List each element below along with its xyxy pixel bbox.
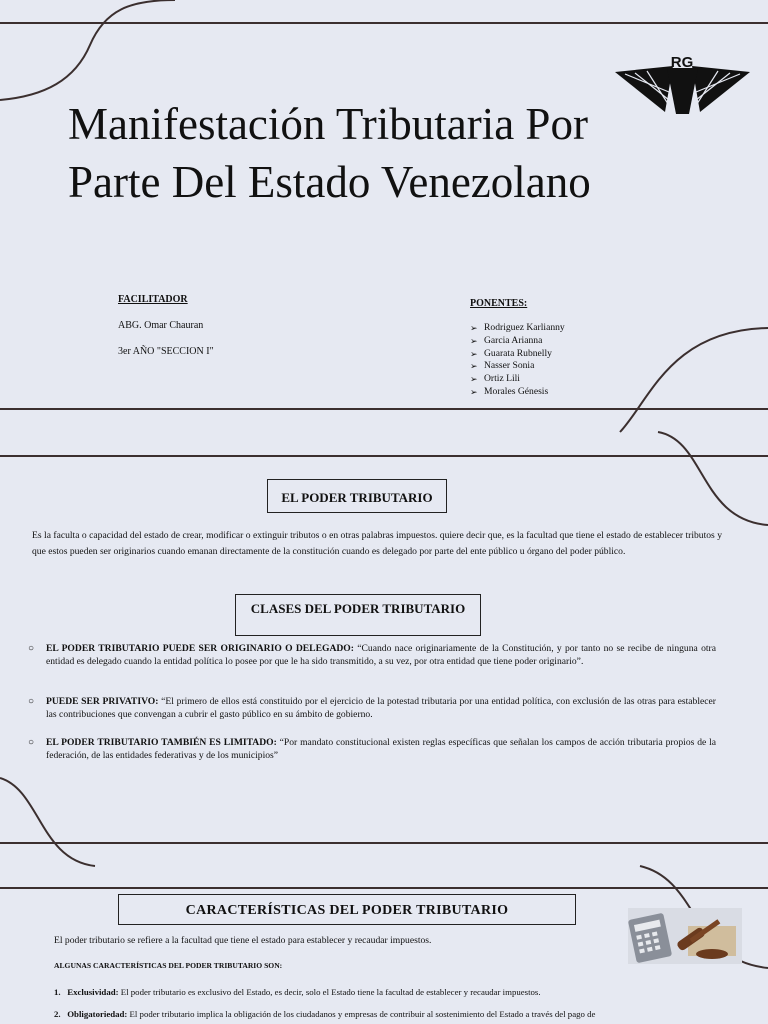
list-item (54, 986, 714, 998)
rule-slide1-bottom (0, 408, 768, 410)
clases-poder-box: CLASES DEL PODER TRIBUTARIO (235, 594, 481, 636)
item-bold: Obligatoriedad: (67, 1009, 128, 1019)
list-item: ➢ Guarata Rubnelly (470, 348, 565, 361)
seccion-label: 3er AÑO "SECCION I" (118, 346, 214, 357)
facilitador-heading: FACILITADOR (118, 294, 188, 305)
curve-top-left (0, 0, 175, 100)
circle-bullet-icon: ○ (28, 643, 35, 654)
bullet-bold: PUEDE SER PRIVATIVO: (46, 696, 159, 707)
bullet-bold: EL PODER TRIBUTARIO TAMBIÉN ES LIMITADO: (46, 737, 277, 748)
bullet-item (28, 695, 716, 721)
calculator-gavel-icon (628, 908, 742, 964)
ponentes-heading: PONENTES: (470, 298, 528, 309)
list-item: ➢ Nasser Sonia (470, 360, 565, 373)
item-text: El poder tributario implica la obligación de los ciudadanos y empresas de contribuir al sostenimiento del Estado a través del pago de (127, 1009, 596, 1019)
circle-bullet-icon: ○ (28, 737, 35, 748)
caracteristicas-box: CARACTERÍSTICAS DEL PODER TRIBUTARIO (118, 894, 576, 925)
list-item: ➢ Morales Génesis (470, 386, 565, 399)
list-item: ➢ Ortiz Lili (470, 373, 565, 386)
svg-text:RG: RG (670, 54, 694, 71)
bullet-bold: EL PODER TRIBUTARIO PUEDE SER ORIGINARIO O DELEGADO: (46, 643, 354, 654)
page-title (68, 95, 708, 211)
rule-slide2-top (0, 455, 768, 457)
curve-left-lower (0, 778, 95, 866)
facilitador-name: ABG. Omar Chauran (118, 320, 204, 331)
ponentes-list (470, 322, 565, 399)
list-item: ➢ Garcia Arianna (470, 335, 565, 348)
curve-right-mid (620, 328, 768, 432)
bullet-text: “Cuando nace originariamente de la Constitución, y por tanto no se recibe de ninguna otra entidad es delegado cuando la entidad política lo posee por que le ha sido transmitido, a su vez, por otra entidad que tiene poder originario”. (46, 643, 716, 667)
list-item (54, 1008, 714, 1020)
curve-right-lower (658, 432, 768, 525)
item-bold: Exclusividad: (67, 987, 119, 997)
list-item: ➢ Rodriguez Karlianny (470, 322, 565, 335)
finance-image (628, 908, 742, 964)
item-number: 1. (54, 987, 61, 997)
poder-tributario-box: EL PODER TRIBUTARIO (267, 479, 447, 513)
poder-tributario-paragraph: Es la faculta o capacidad del estado de crear, modificar o extinguir tributos o en otras palabras impuestos. quiere decir que, es la facultad que tiene el estado de establecer tributos y que estos pueden ser originarios cuando emanan directamente de la constitución cuando es delegado por parte del ente público u órgano del poder público. (32, 530, 722, 557)
bullet-text: “El primero de ellos está constituido por el ejercicio de la potestad tributaria por una entidad política, con exclusión de las otras para establecer las contribuciones que convengan a cubrir el gasto público en su ámbito de gobierno. (46, 696, 716, 720)
circle-bullet-icon: ○ (28, 696, 35, 707)
title-line-1: Manifestación Tributaria Por (68, 99, 588, 149)
item-number: 2. (54, 1009, 61, 1019)
item-text: El poder tributario es exclusivo del Estado, es decir, solo el Estado tiene la facultad de establecer y recaudar impuestos. (118, 987, 541, 997)
rule-top (0, 22, 768, 24)
rule-slide2-bottom (0, 842, 768, 844)
caracteristicas-subheading: ALGUNAS CARACTERÍSTICAS DEL PODER TRIBUTARIO SON: (54, 961, 283, 970)
title-line-2: Parte Del Estado Venezolano (68, 157, 591, 207)
bullet-item (28, 642, 716, 668)
bullet-item (28, 736, 717, 762)
rule-slide3-top (0, 887, 768, 889)
bullet-text: “Por mandato constitucional existen reglas específicas que señalan los campos de acción tributaria propios de la federación, de las entidades federativas y de los municipios” (46, 737, 717, 761)
caracteristicas-intro: El poder tributario se refiere a la facultad que tiene el estado para establecer y recaudar impuestos. (54, 935, 432, 946)
